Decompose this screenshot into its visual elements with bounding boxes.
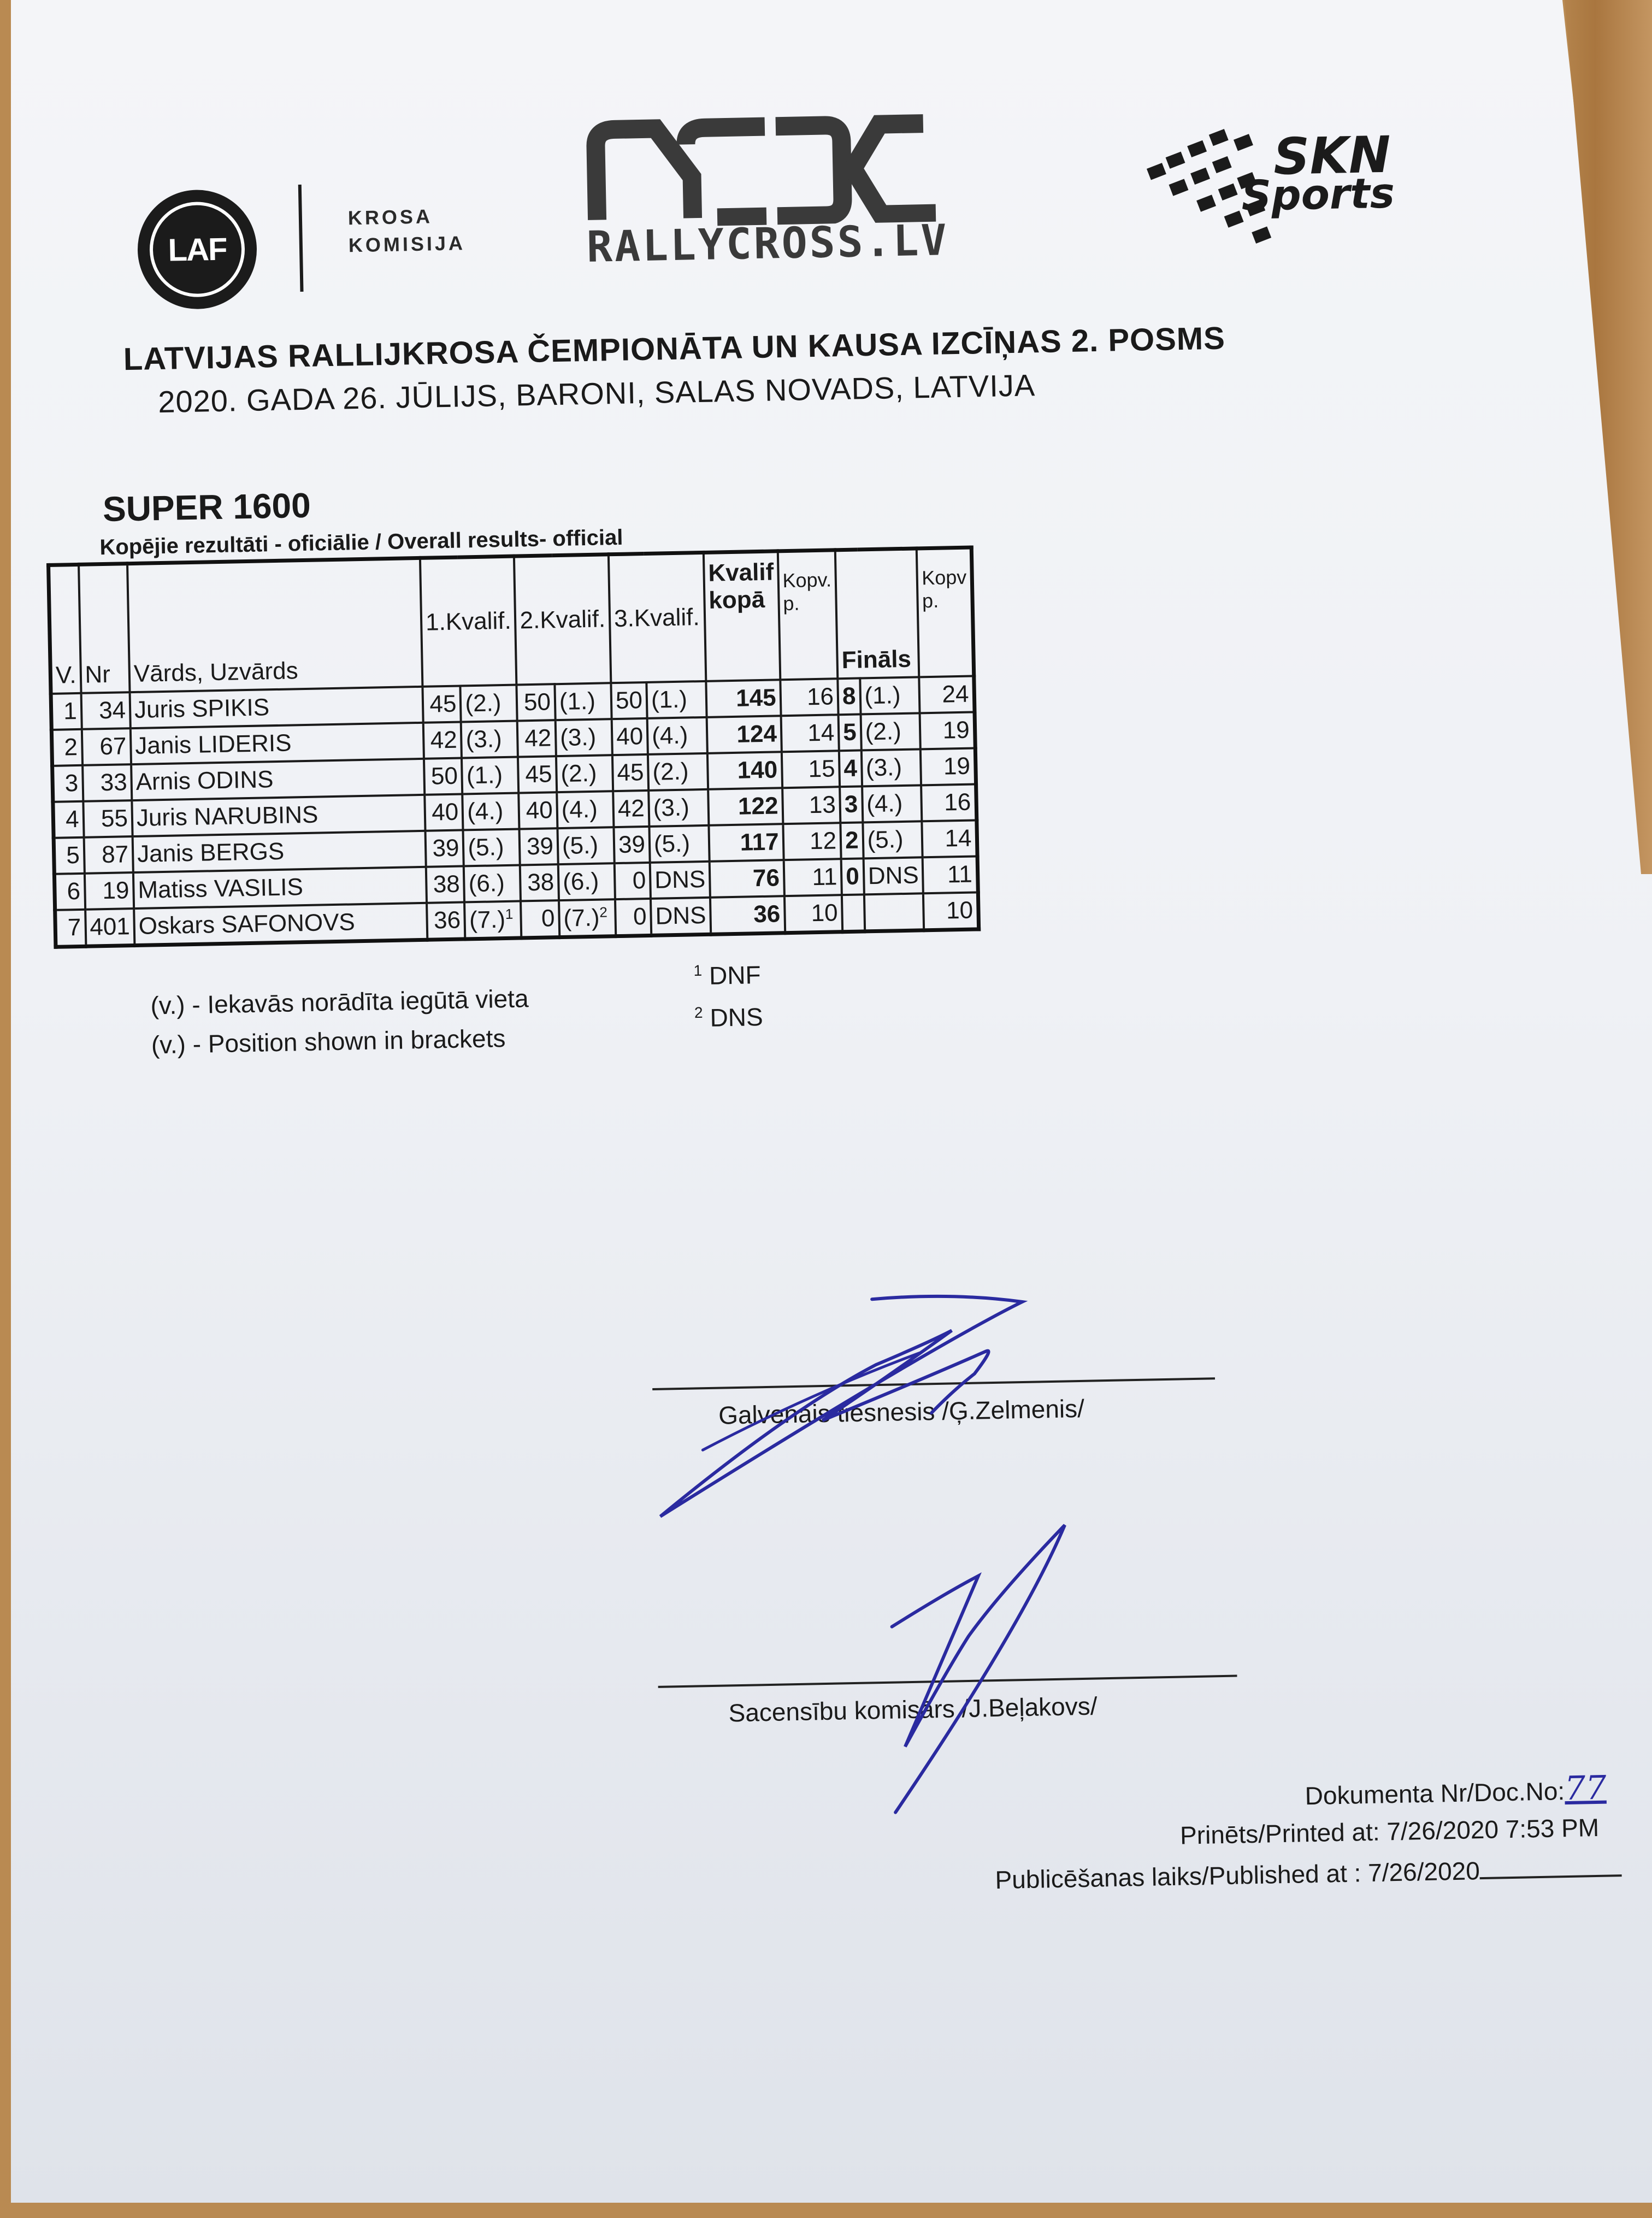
cell-qual-total: 124	[706, 716, 781, 753]
cell-q3-points: 42	[613, 791, 649, 827]
cell-qual-total: 76	[710, 860, 784, 898]
cell-q2-place: (3.)	[556, 719, 612, 756]
cell-q2-points: 0	[521, 900, 559, 938]
col-header-points-2: Kopv p.	[917, 547, 974, 677]
cell-points-1: 13	[782, 787, 841, 824]
cell-points-2: 11	[923, 856, 978, 893]
cell-points-2: 19	[920, 712, 975, 749]
cell-q1-points: 39	[425, 830, 464, 866]
cell-number: 401	[85, 909, 135, 946]
cell-q1-points: 40	[424, 794, 463, 830]
cell-q1-points: 45	[422, 686, 461, 723]
cell-final-place: (2.)	[860, 713, 921, 750]
cell-driver-name: Janis LIDERIS	[131, 723, 424, 764]
published-at: Publicēšanas laiks/Published at : 7/26/2020	[995, 1853, 1622, 1895]
cell-position: 5	[54, 837, 84, 874]
svg-text:SKN: SKN	[1273, 125, 1391, 186]
cell-q2-place: (1.)	[554, 683, 611, 720]
cell-points-2: 14	[922, 820, 977, 857]
event-title: LATVIJAS RALLIJKROSA ČEMPIONĀTA UN KAUSA IZCĪŅAS 2. POSMS	[123, 320, 1226, 377]
col-header-q1: 1.Kvalif.	[420, 556, 517, 687]
cell-points-2: 10	[923, 892, 978, 930]
cell-driver-name: Juris SPIKIS	[130, 687, 423, 728]
cell-q1-place: (4.)	[463, 793, 520, 830]
cell-driver-name: Oskars SAFONOVS	[134, 903, 427, 946]
cell-q1-place: (6.)	[464, 865, 521, 902]
table-header-row	[49, 547, 974, 694]
svg-text:Sports: Sports	[1241, 168, 1395, 220]
footnote-dnf: $^1$ DNF	[693, 960, 762, 990]
cell-final-points: 4	[839, 750, 862, 787]
cell-q2-place: $(7.)^2$	[559, 899, 616, 937]
cell-final-place	[864, 893, 924, 931]
cell-q3-place: (5.)	[649, 825, 709, 863]
col-header-position: V.	[49, 564, 81, 694]
judge-handwritten-signature	[645, 1279, 1059, 1527]
cell-q2-points: 40	[519, 792, 558, 829]
cell-number: 19	[84, 872, 134, 910]
cell-q3-place: DNS	[651, 898, 711, 936]
cell-number: 87	[84, 836, 133, 874]
cell-q3-points: 0	[615, 863, 651, 899]
cell-q1-place: (5.)	[463, 829, 520, 866]
cell-points-1: 10	[784, 895, 843, 933]
cell-q1-place: (2.)	[461, 685, 517, 722]
document-number: Dokumenta Nr/Doc.No:77	[1305, 1768, 1607, 1810]
cell-q2-place: (4.)	[557, 791, 613, 828]
cell-q3-points: 45	[612, 754, 648, 791]
cell-q3-place: (1.)	[646, 681, 706, 718]
cell-position: 2	[51, 729, 82, 766]
cell-final-points: 5	[839, 714, 862, 751]
cell-points-2: 19	[921, 748, 976, 785]
cell-position: 7	[55, 910, 86, 947]
cell-position: 6	[54, 874, 85, 910]
cell-q2-place: (6.)	[558, 863, 615, 900]
cell-final-points: 3	[840, 786, 863, 823]
cell-final-place: (4.)	[862, 785, 922, 822]
cell-final-points	[842, 894, 865, 931]
cell-qual-total: 122	[708, 788, 783, 825]
cell-q1-points: 50	[424, 758, 463, 794]
cell-q2-points: 45	[518, 756, 557, 793]
cell-driver-name: Janis BERGS	[133, 831, 426, 872]
cell-q2-place: (2.)	[556, 755, 613, 792]
cell-q3-place: (3.)	[648, 789, 709, 827]
cell-q3-place: (2.)	[648, 753, 708, 791]
cell-q3-points: 50	[611, 682, 647, 719]
footnote-marker: 2	[599, 904, 608, 921]
cell-qual-total: 140	[707, 752, 782, 789]
steward-handwritten-signature	[857, 1514, 1093, 1824]
cell-points-1: 12	[783, 823, 841, 860]
cell-q2-points: 42	[517, 720, 556, 757]
cell-q3-place: DNS	[650, 862, 710, 899]
cell-driver-name: Arnis ODINS	[131, 759, 424, 800]
rallycross-emblem-icon	[584, 107, 947, 228]
results-table	[46, 545, 981, 948]
logo-divider	[298, 185, 304, 292]
cell-q1-points: 36	[427, 902, 465, 940]
cell-position: 4	[53, 801, 84, 838]
cell-q1-points: 42	[423, 722, 462, 759]
cell-points-1: 16	[780, 679, 839, 716]
cell-q1-place: (1.)	[462, 757, 518, 794]
col-header-q2: 2.Kvalif.	[514, 554, 611, 685]
event-date-location: 2020. GADA 26. JŪLIJS, BARONI, SALAS NOVADS, LATVIJA	[157, 368, 1036, 420]
cell-q3-points: 40	[612, 718, 648, 755]
cell-number: 55	[83, 800, 133, 837]
cell-qual-total: 117	[709, 824, 783, 862]
note-position-en: (v.) - Position shown in brackets	[151, 1024, 506, 1059]
cell-final-place: (1.)	[860, 677, 920, 714]
cell-q3-points: 39	[613, 827, 650, 863]
cell-q2-points: 39	[520, 828, 558, 865]
cell-number: 34	[81, 692, 131, 729]
class-title: SUPER 1600	[102, 485, 311, 529]
cell-final-place: (3.)	[861, 749, 921, 786]
cell-driver-name: Matiss VASILIS	[133, 867, 427, 909]
cell-final-points: 2	[840, 822, 863, 859]
skn-sports-logo	[1136, 110, 1467, 253]
cell-q1-place: $(7.)^1$	[464, 901, 521, 939]
cell-q3-points: 0	[615, 899, 651, 936]
laf-logo-text: LAF	[168, 231, 227, 268]
footnote-dns: $^2$ DNS	[694, 1002, 764, 1032]
cell-driver-name: Juris NARUBINS	[132, 795, 425, 836]
cell-q1-points: 38	[426, 866, 465, 902]
cell-q2-points: 38	[520, 864, 559, 901]
cell-number: 67	[81, 728, 131, 765]
judge-signature-label: Galvenais tiesnesis /Ģ.Zelmenis/	[718, 1394, 1085, 1430]
cell-points-2: 24	[919, 676, 975, 713]
cell-position: 1	[51, 693, 81, 730]
cell-qual-total: 36	[710, 896, 785, 934]
cell-final-points: 0	[841, 858, 864, 895]
footnote-marker: 1	[505, 905, 514, 922]
cell-points-1: 14	[781, 715, 839, 752]
cell-number: 33	[82, 764, 132, 801]
cell-q2-place: (5.)	[557, 827, 614, 864]
cell-points-1: 15	[782, 751, 840, 788]
steward-signature-label: Sacensību komisārs /J.Beļakovs/	[728, 1691, 1098, 1727]
cell-final-place: DNS	[863, 857, 923, 894]
col-header-final: Fināls	[835, 548, 919, 679]
cell-position: 3	[52, 765, 83, 802]
col-header-q3: 3.Kvalif.	[609, 552, 706, 683]
results-subtitle: Kopējie rezultāti - oficiālie / Overall results- official	[99, 525, 623, 560]
cell-final-place: (5.)	[863, 821, 923, 858]
note-position-lv: (v.) - Iekavās norādīta iegūtā vieta	[150, 984, 529, 1020]
col-header-number: Nr	[79, 564, 130, 693]
cell-final-points: 8	[837, 678, 860, 715]
printed-at: Prinēts/Printed at: 7/26/2020 7:53 PM	[1179, 1813, 1600, 1850]
laf-logo	[137, 189, 258, 310]
cell-qual-total: 145	[706, 680, 781, 717]
krosa-komisija-label: KROSA KOMISIJA	[347, 205, 466, 257]
cell-q2-points: 50	[517, 684, 556, 721]
rallycross-logo-text: RALLYCROSS.LV	[586, 216, 949, 272]
cell-q3-place: (4.)	[647, 717, 707, 754]
cell-q1-place: (3.)	[461, 721, 518, 758]
cell-points-1: 11	[783, 859, 842, 896]
col-header-points-1: Kopv. p.	[777, 550, 837, 680]
cell-points-2: 16	[922, 784, 977, 821]
col-header-qual-total: Kvalif kopā	[704, 551, 780, 681]
col-header-name: Vārds, Uzvārds	[127, 558, 422, 692]
